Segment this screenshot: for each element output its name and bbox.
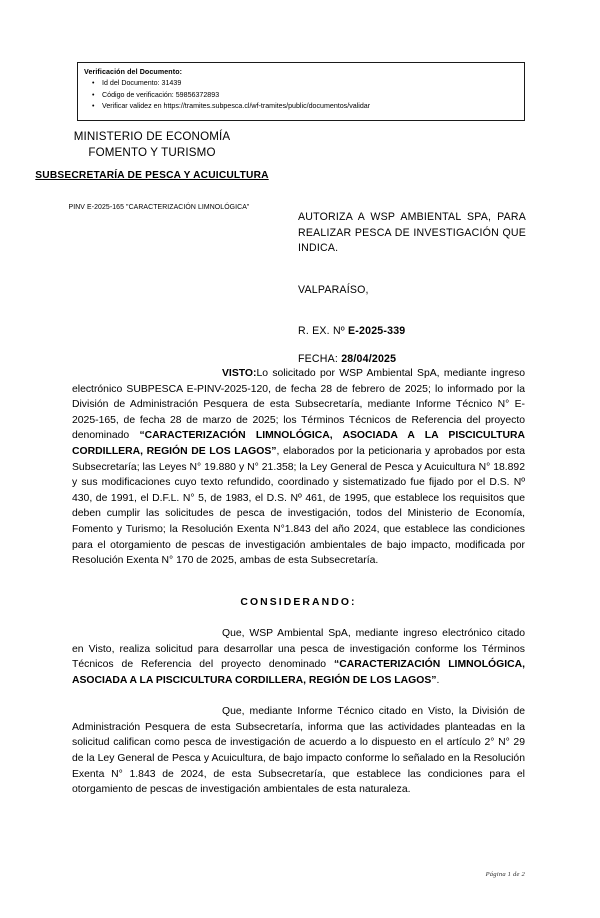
verification-item-document-id: [92, 78, 524, 90]
document-verification-box: [77, 62, 525, 121]
verification-title: Verificación del Documento:: [84, 68, 183, 76]
resolution-number-label: R. EX. Nº: [298, 324, 349, 337]
considerando-2-text: Que, mediante Informe Técnico citado en Visto, la División de Administración Pesquera de esta Subsecretaría, informa que las actividades planteadas en la solicitud califican como pesca de investigación de acuerdo a lo dispuesto en el artículo 2° N° 29 de la Ley General de Pesca y Acuicultura, de bajo impacto conforme lo señalado en la Resolución Exenta N° 1.843 de 2024, de esta Subsecretaría, que establece las condiciones para el otorgamiento de pescas de investigación ambientales de esta naturaleza.: [72, 706, 525, 796]
bullet-icon: •: [92, 80, 95, 87]
ministry-line-1: MINISTERIO DE ECONOMÍA: [73, 130, 231, 143]
verification-item-label: Verificar validez en https://tramites.subpesca.cl/wf-tramites/public/documentos/validar: [102, 102, 371, 111]
resolution-number-value: E-2025-339: [348, 324, 406, 337]
spacer: [72, 610, 525, 626]
verification-item-code: [92, 90, 524, 102]
considerando-1-text-part-1: Que, WSP Ambiental SpA, mediante ingreso electrónico citado en Visto, realiza solicitud para desarrollar una pesca de investigación conforme los Términos Técnicos de Referencia del proyecto denominado: [72, 627, 525, 671]
visto-label: VISTO:: [222, 368, 257, 379]
visto-text-part-1: Lo solicitado por WSP Ambiental SpA, mediante ingreso electrónico SUBPESCA E-PINV-2025-120, de fecha 28 de febrero de 2025; lo informado por la División de Administración Pesquera de esta Subsecretaría, mediante Informe Técnico N° E-2025-165, de fecha 28 de marzo de 2025; los Términos Técnicos de Referencia del proyecto denominado: [72, 368, 525, 442]
institutional-header: [14, 129, 290, 183]
ministry-line-2: FOMENTO Y TURISMO: [88, 145, 216, 159]
resolution-date-value: 28/04/2025: [341, 352, 397, 365]
verification-item-url: [92, 101, 524, 113]
visto-text-part-2: , elaborados por la peticionaria y aprobados por esta Subsecretaría; las Leyes N° 19.880 y N° 21.358; la Ley General de Pesca y Acuicultura N° 18.892 y sus modificaciones cuyo texto refundido, coordinado y sistematizado fue fijado por el D.S. Nº 430, de 1991, el D.F.L. N° 5, de 1983, el D.S. Nº 461, de 1995, que establece los requisitos que deben cumplir las solicitudes de pesca de investigación, todos del Ministerio de Economía, Fomento y Turismo; la Resolución Exenta N°1.843 del año 2024, que establece las condiciones para el otorgamiento de pescas de investigación ambientales de bajo impacto, modificada por Resolución Exenta N° 170 de 2025, ambas de esta Subsecretaría.: [72, 445, 525, 567]
considerando-paragraph-1: [72, 626, 525, 688]
page-title: AUTORIZA A WSP AMBIENTAL SPA, PARA REALIZAR PESCA DE INVESTIGACIÓN QUE INDICA.: [298, 211, 526, 255]
spacer: [72, 688, 525, 704]
project-code-reference: PINV E-2025-165 "CARACTERIZACIÓN LIMNOLÓGICA": [68, 204, 250, 211]
subsecretaria-title: SUBSECRETARÍA DE PESCA Y ACUICULTURA: [35, 170, 269, 181]
bullet-icon: •: [92, 103, 95, 111]
bullet-icon: •: [92, 91, 95, 99]
considerando-heading: CONSIDERANDO:: [240, 596, 357, 608]
considerando-1-text-part-2: .: [436, 674, 440, 686]
document-body: [72, 366, 525, 798]
verification-item-list: [84, 78, 524, 113]
page-number-footer: Página 1 de 2: [485, 871, 525, 878]
considerando-paragraph-2: [72, 704, 525, 798]
resolution-title-block: [298, 210, 526, 367]
resolution-date: [298, 352, 526, 367]
resolution-date-label: FECHA:: [298, 352, 342, 365]
visto-project-name: “CARACTERIZACIÓN LIMNOLÓGICA, ASOCIADA A LA PISCICULTURA CORDILLERA, REGIÓN DE LOS LAGOS”: [72, 430, 525, 457]
considerando-1-project-name: “CARACTERIZACIÓN LIMNOLÓGICA, ASOCIADA A LA PISCICULTURA CORDILLERA, REGIÓN DE LOS LAGOS”: [72, 659, 525, 686]
visto-paragraph: [72, 366, 525, 569]
verification-item-label: Código de verificación: 59856372893: [102, 90, 220, 99]
verification-item-label: Id del Documento: 31439: [102, 79, 182, 87]
issue-place: VALPARAÍSO,: [298, 283, 369, 296]
resolution-number: [298, 324, 526, 339]
